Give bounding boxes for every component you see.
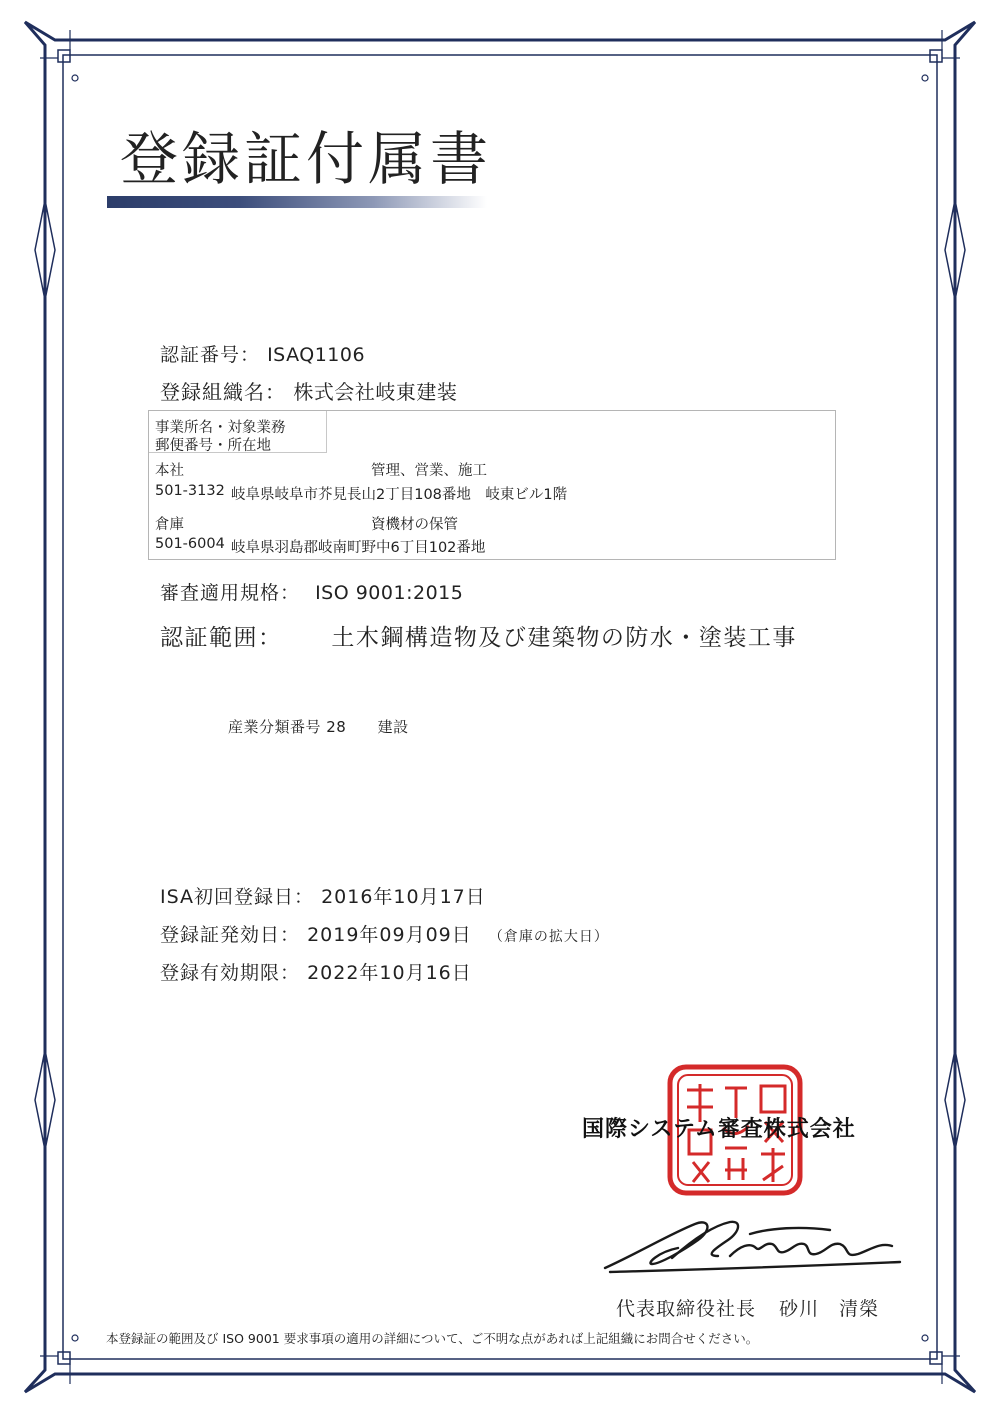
site-address: 岐阜県岐阜市芥見長山2丁目108番地 岐東ビル1階 [231, 487, 568, 503]
sites-header-line2: 郵便番号・所在地 [155, 438, 271, 454]
date-label: 登録証発効日： [160, 924, 301, 946]
footnote: 本登録証の範囲及び ISO 9001 要求事項の適用の詳細について、ご不明な点があれば上記組織にお問合せください。 [106, 1331, 759, 1346]
date-note: （倉庫の拡大日） [488, 929, 609, 945]
industry-value: 建設 [377, 718, 409, 736]
standard-value: ISO 9001:2015 [315, 582, 464, 604]
date-label: ISA初回登録日： [160, 886, 315, 908]
cert-number-row [160, 340, 365, 367]
sites-table [148, 410, 836, 560]
site-postal: 501-6004 [155, 536, 225, 552]
site-address: 岐阜県羽島郡岐南町野中6丁目102番地 [231, 540, 486, 556]
representative-name: 砂川 清榮 [779, 1298, 880, 1320]
site-name: 倉庫 [155, 517, 184, 533]
industry-label: 産業分類番号 28 [228, 718, 347, 736]
site-activities: 管理、営業、施工 [371, 463, 487, 479]
scope-value: 土木鋼構造物及び建築物の防水・塗装工事 [331, 625, 797, 651]
site-postal: 501-3132 [155, 483, 225, 499]
representative-title: 代表取締役社長 [616, 1298, 757, 1320]
date-value: 2022年10月16日 [307, 962, 472, 984]
date-row [160, 882, 486, 909]
date-row [160, 920, 609, 947]
date-label: 登録有効期限： [160, 962, 301, 984]
title-underline [107, 196, 487, 208]
representative-row [616, 1294, 879, 1321]
date-row [160, 958, 472, 985]
organization-row [160, 376, 457, 405]
industry-row [228, 716, 409, 737]
page-title: 登録証付属書 [120, 125, 493, 193]
site-activities: 資機材の保管 [371, 517, 458, 533]
date-value: 2016年10月17日 [321, 886, 486, 908]
standard-row [160, 578, 463, 605]
sites-header-line1: 事業所名・対象業務 [155, 420, 286, 436]
date-value: 2019年09月09日 [307, 924, 472, 946]
organization-label: 登録組織名： [160, 380, 286, 404]
scope-label: 認証範囲： [160, 625, 283, 651]
cert-number-value: ISAQ1106 [267, 344, 366, 366]
organization-value: 株式会社岐東建装 [293, 380, 458, 404]
representative-signature [600, 1212, 920, 1282]
scope-row [160, 619, 797, 652]
standard-label: 審査適用規格： [160, 582, 301, 604]
cert-number-label: 認証番号： [160, 344, 261, 366]
issuer-company: 国際システム審査株式会社 [582, 1117, 856, 1142]
site-name: 本社 [155, 463, 184, 479]
